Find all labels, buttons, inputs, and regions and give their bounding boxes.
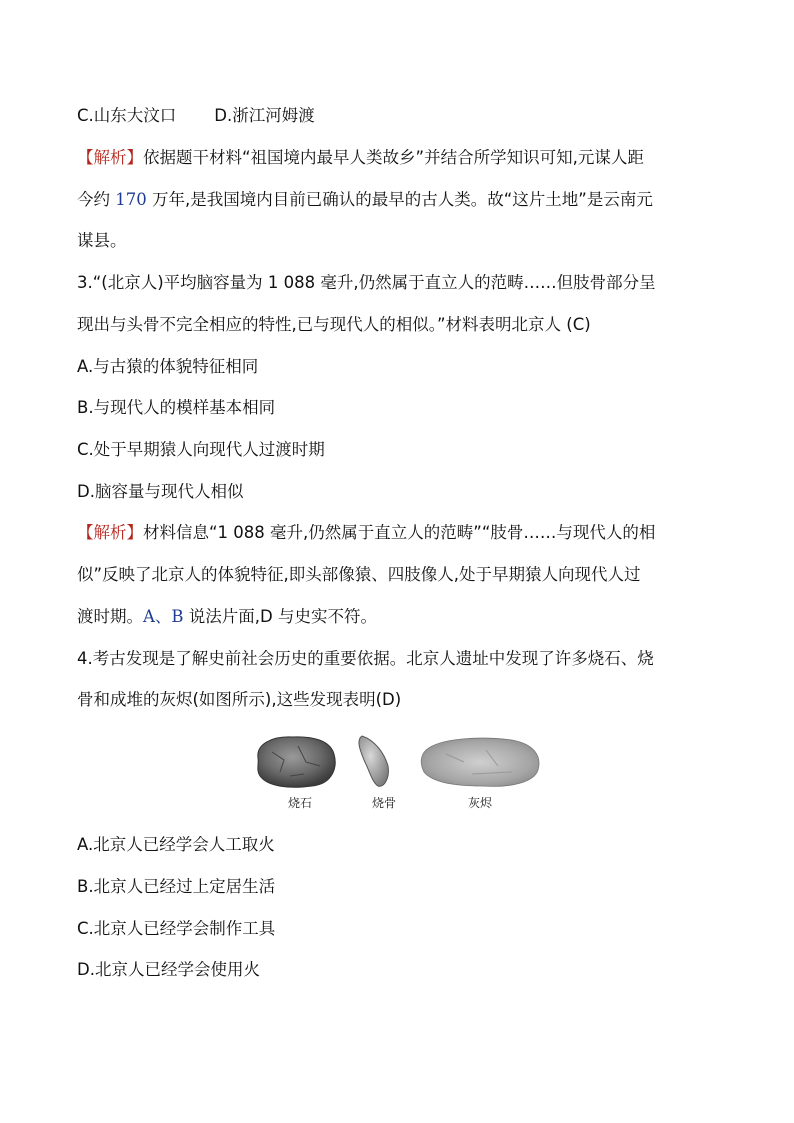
q2-analysis-text-2b: 万年,是我国境内目前已确认的最早的古人类。故“这片土地”是云南元 — [152, 190, 653, 209]
caption-ash: 灰烬 — [468, 796, 493, 810]
q3-option-d: D.脑容量与现代人相似 — [77, 482, 244, 501]
q3-option-c: C.处于早期猿人向现代人过渡时期 — [77, 440, 325, 459]
q3-stem-line-1: 3.“(北京人)平均脑容量为 1 088 毫升,仍然属于直立人的范畴……但肢骨部分呈 — [77, 273, 656, 292]
q3-option-b: B.与现代人的模样基本相同 — [77, 398, 276, 417]
analysis-tag: 【解析】 — [77, 523, 143, 542]
q3-analysis-highlight: A、B — [143, 607, 184, 626]
ash-image — [421, 738, 539, 786]
q2-analysis-text-2a: 今约 — [77, 190, 110, 209]
q2-analysis-number: 170 — [115, 190, 147, 209]
analysis-tag: 【解析】 — [77, 148, 143, 167]
q3-analysis-line-1 — [77, 521, 737, 545]
q3-analysis-text-1: 材料信息“1 088 毫升,仍然属于直立人的范畴”“肢骨……与现代人的相 — [143, 523, 656, 542]
q2-option-c: C.山东大汶口 — [77, 106, 177, 125]
burnt-bone-image — [359, 736, 388, 786]
q2-analysis-line-3: 谋县。 — [77, 231, 127, 250]
q3-analysis-line-2: 似”反映了北京人的体貌特征,即头部像猿、四肢像人,处于早期猿人向现代人过 — [77, 565, 641, 584]
caption-burnt-stone: 烧石 — [288, 796, 313, 810]
q4-option-a: A.北京人已经学会人工取火 — [77, 835, 275, 854]
q2-options-row — [77, 104, 737, 128]
q2-option-d: D.浙江河姆渡 — [214, 106, 315, 125]
q2-analysis-text-1: 依据题干材料“祖国境内最早人类故乡”并结合所学知识可知,元谋人距 — [143, 148, 644, 167]
q2-analysis-line-1 — [77, 146, 737, 170]
q3-analysis-line-3 — [77, 605, 737, 629]
q4-stem-line-1: 4.考古发现是了解史前社会历史的重要依据。北京人遗址中发现了许多烧石、烧 — [77, 649, 654, 668]
q3-option-a: A.与古猿的体貌特征相同 — [77, 357, 259, 376]
q4-stem-line-2: 骨和成堆的灰烬(如图所示),这些发现表明(D) — [77, 690, 402, 709]
q4-option-c: C.北京人已经学会制作工具 — [77, 919, 276, 938]
q3-analysis-text-3a: 渡时期。 — [77, 607, 143, 626]
burnt-stone-image — [258, 737, 335, 787]
archaeology-figure — [250, 732, 550, 812]
q2-analysis-line-2 — [77, 188, 737, 212]
q3-stem-line-2: 现出与头骨不完全相应的特性,已与现代人的相似。”材料表明北京人 (C) — [77, 315, 591, 334]
q4-option-d: D.北京人已经学会使用火 — [77, 960, 260, 979]
figure-images — [250, 732, 550, 794]
caption-burnt-bone: 烧骨 — [372, 796, 397, 810]
q4-option-b: B.北京人已经过上定居生活 — [77, 877, 276, 896]
q3-analysis-text-3b: 说法片面,D 与史实不符。 — [183, 607, 377, 626]
